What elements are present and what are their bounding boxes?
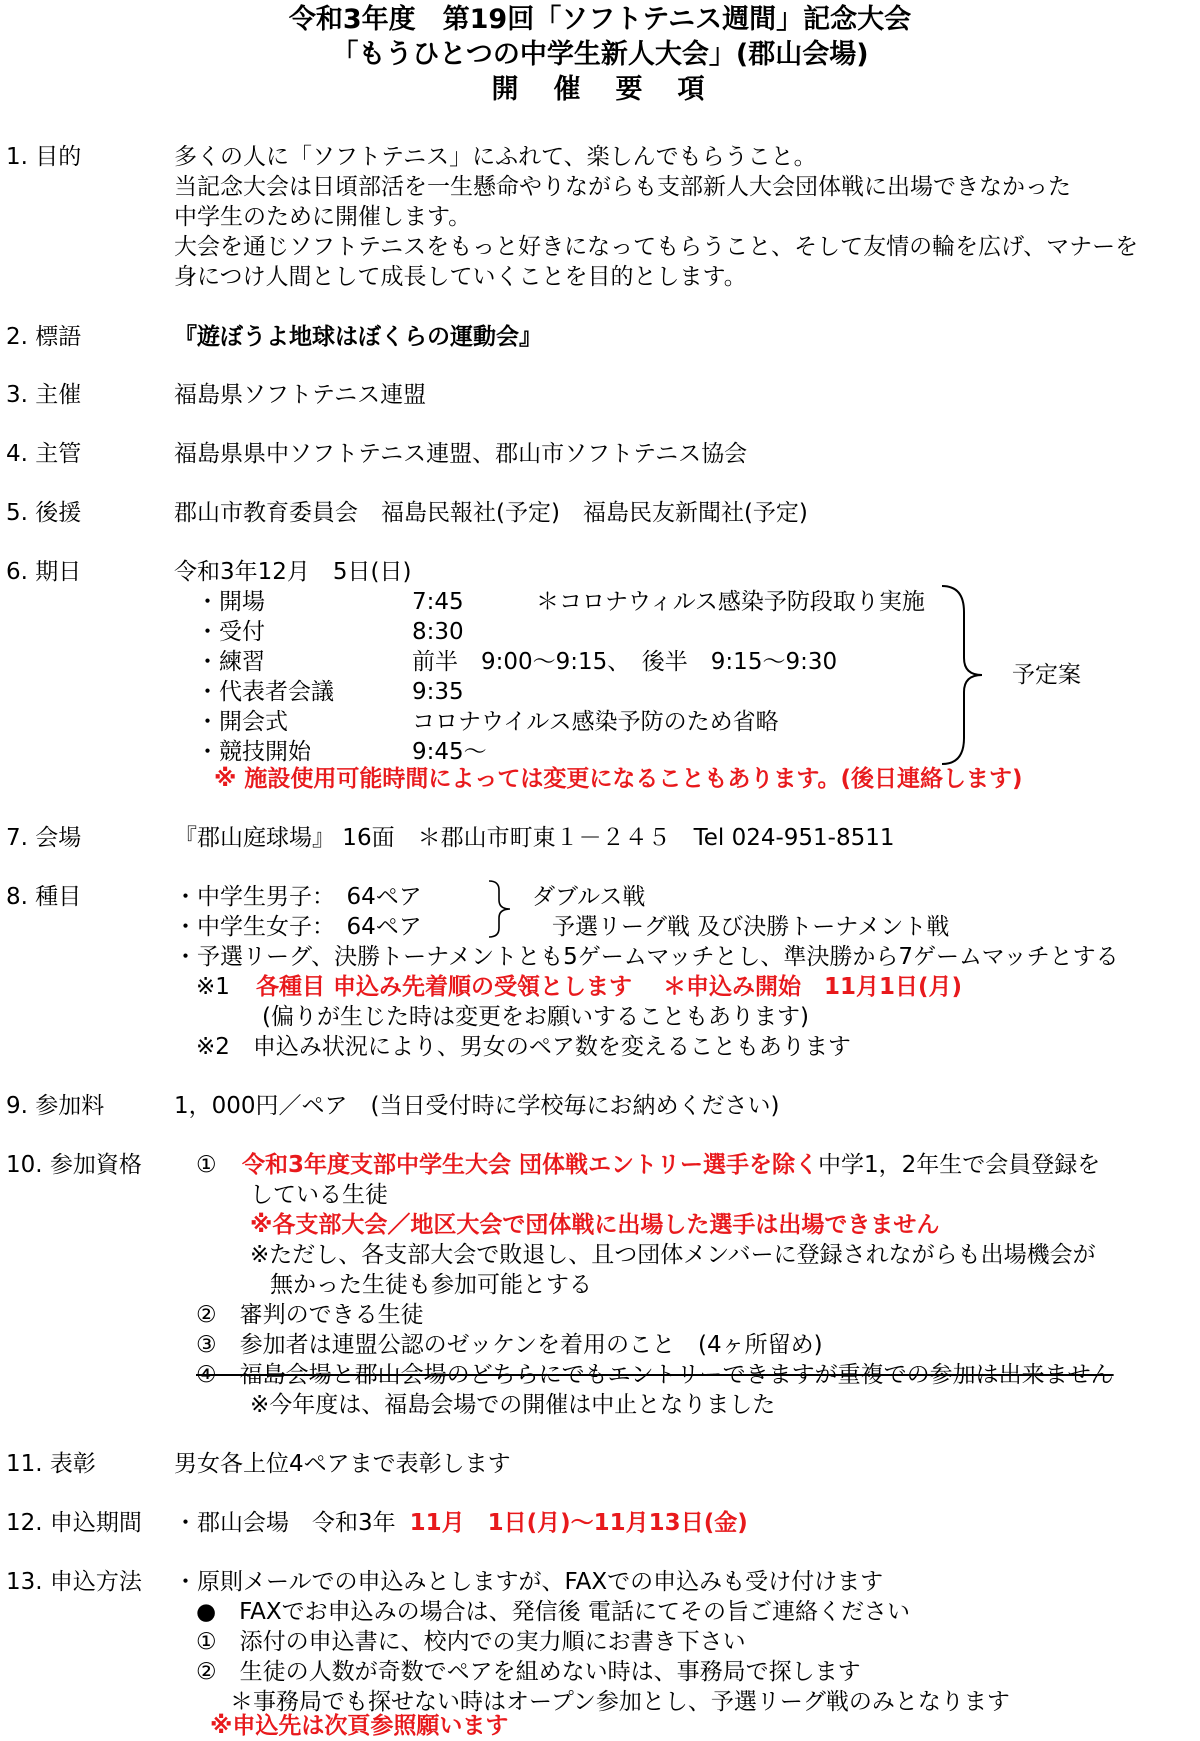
- section-9-label: 9. 参加料: [6, 1093, 105, 1119]
- note-2: ※2 申込み状況により、男女のペア数を変えることもあります: [196, 1034, 851, 1060]
- tentative-label: 予定案: [1012, 662, 1081, 688]
- condition-1-note: 無かった生徒も参加可能とする: [270, 1272, 592, 1298]
- schedule-value: 9:35: [412, 679, 464, 705]
- section-10-label: 10. 参加資格: [6, 1152, 142, 1178]
- purpose-line: 大会を通じソフトテニスをもっと好きになってもらうこと、そして友情の輪を広げ、マナーを: [174, 234, 1139, 260]
- condition-1-red: 令和3年度支部中学生大会 団体戦エントリー選手を除く: [242, 1152, 819, 1178]
- section-5-label: 5. 後援: [6, 500, 82, 526]
- schedule-value: 9:45〜: [412, 739, 487, 765]
- condition-1-black: 中学1，2年生で会員登録を: [818, 1152, 1101, 1178]
- support: 郡山市教育委員会 福島民報社(予定) 福島民友新聞社(予定): [174, 500, 808, 526]
- girls-category: ・中学生女子： 64ペア: [174, 914, 422, 940]
- organizer: 福島県ソフトテニス連盟: [174, 382, 427, 408]
- venue: 『郡山庭球場』 16面 ＊郡山市町東１－２４５ Tel 024-951-8511: [174, 825, 895, 851]
- schedule-item: ・開会式: [196, 709, 288, 735]
- schedule-note: ＊コロナウィルス感染予防段取り実施: [536, 589, 925, 615]
- note-1-sub: (偏りが生じた時は変更をお願いすることもあります): [262, 1004, 809, 1030]
- schedule-item: ・競技開始: [196, 739, 311, 765]
- section-13-label: 13. 申込方法: [6, 1569, 142, 1595]
- purpose-line: 多くの人に「ソフトテニス」にふれて、楽しんでもらうこと。: [174, 144, 817, 170]
- title-line-1: 令和3年度 第19回「ソフトテニス週間」記念大会: [288, 4, 912, 35]
- schedule-item: ・代表者会議: [196, 679, 334, 705]
- condition-1-number: ①: [196, 1152, 217, 1178]
- schedule-value: 前半 9:00〜9:15、 後半 9:15〜9:30: [412, 649, 838, 675]
- section-1-label: 1. 目的: [6, 144, 82, 170]
- right-brace-icon: [938, 582, 988, 768]
- condition-1-note: ※ただし、各支部大会で敗退し、且つ団体メンバーに登録されながらも出場機会が: [250, 1242, 1096, 1268]
- method-line: ＊事務局でも探せない時はオープン参加とし、予選リーグ戦のみとなります: [230, 1689, 1010, 1715]
- right-brace-icon: [486, 878, 514, 940]
- section-6-label: 6. 期日: [6, 559, 82, 585]
- management: 福島県県中ソフトテニス連盟、郡山市ソフトテニス協会: [174, 441, 748, 467]
- schedule-value: 7:45: [412, 589, 464, 615]
- purpose-line: 身につけ人間として成長していくことを目的とします。: [174, 264, 747, 290]
- condition-1-warning: ※各支部大会／地区大会で団体戦に出場した選手は出場できません: [250, 1212, 940, 1238]
- section-12-label: 12. 申込期間: [6, 1510, 142, 1536]
- entry-fee: 1，000円／ペア (当日受付時に学校毎にお納めください): [174, 1093, 780, 1119]
- title-line-3: 開 催 要 項: [491, 74, 709, 105]
- title-line-2: 「もうひとつの中学生新人大会」(郡山会場): [331, 39, 869, 70]
- condition-3: ③ 参加者は連盟公認のゼッケンを着用のこと (4ヶ所留め): [196, 1332, 823, 1358]
- method-note: ※申込先は次頁参照願います: [210, 1713, 509, 1739]
- schedule-value: 8:30: [412, 619, 464, 645]
- section-4-label: 4. 主管: [6, 441, 82, 467]
- note-1-prefix: ※1: [196, 974, 230, 1000]
- section-8-label: 8. 種目: [6, 884, 82, 910]
- boys-category: ・中学生男子： 64ペア: [174, 884, 422, 910]
- method-line: ● FAXでお申込みの場合は、発信後 電話にてその旨ご連絡ください: [196, 1599, 910, 1625]
- condition-1: [242, 1150, 1100, 1180]
- match-format: 予選リーグ戦 及び決勝トーナメント戦: [552, 914, 950, 940]
- application-period-prefix: ・郡山会場 令和3年: [174, 1510, 396, 1536]
- method-line: ・原則メールでの申込みとしますが、FAXでの申込みも受け付けます: [174, 1569, 884, 1595]
- match-format: ダブルス戦: [532, 884, 646, 910]
- schedule-value: コロナウイルス感染予防のため省略: [412, 709, 779, 735]
- purpose-line: 当記念大会は日頃部活を一生懸命やりながらも支部新人大会団体戦に出場できなかった: [174, 174, 1071, 200]
- condition-2: ② 審判のできる生徒: [196, 1302, 424, 1328]
- awards: 男女各上位4ペアまで表彰します: [174, 1451, 511, 1477]
- slogan: 『遊ぼうよ地球はぼくらの運動会』: [174, 324, 542, 350]
- section-3-label: 3. 主催: [6, 382, 82, 408]
- section-2-label: 2. 標語: [6, 324, 82, 350]
- match-rule: ・予選リーグ、決勝トーナメントとも5ゲームマッチとし、準決勝から7ゲームマッチとする: [174, 944, 1119, 970]
- schedule-item: ・受付: [196, 619, 265, 645]
- application-period-dates: 11月 1日(月)〜11月13日(金): [409, 1510, 748, 1536]
- schedule-item: ・開場: [196, 589, 265, 615]
- method-line: ① 添付の申込書に、校内での実力順にお書き下さい: [196, 1629, 746, 1655]
- schedule-item: ・練習: [196, 649, 265, 675]
- condition-1-cont: している生徒: [250, 1182, 388, 1208]
- application-period: [174, 1508, 748, 1538]
- method-line: ② 生徒の人数が奇数でペアを組めない時は、事務局で探します: [196, 1659, 861, 1685]
- condition-4-struck: ④ 福島会場と郡山会場のどちらにでもエントリーできますが重複での参加は出来ません: [196, 1362, 1114, 1388]
- section-7-label: 7. 会場: [6, 825, 82, 851]
- purpose-line: 中学生のために開催します。: [174, 204, 472, 230]
- schedule-warning: ※ 施設使用可能時間によっては変更になることもあります。(後日連絡します): [214, 766, 1023, 792]
- event-date: 令和3年12月 5日(日): [174, 559, 412, 585]
- note-1-text: 各種目 申込み先着順の受領とします ＊申込み開始 11月1日(月): [256, 974, 963, 1000]
- section-11-label: 11. 表彰: [6, 1451, 96, 1477]
- condition-4-note: ※今年度は、福島会場での開催は中止となりました: [250, 1392, 776, 1418]
